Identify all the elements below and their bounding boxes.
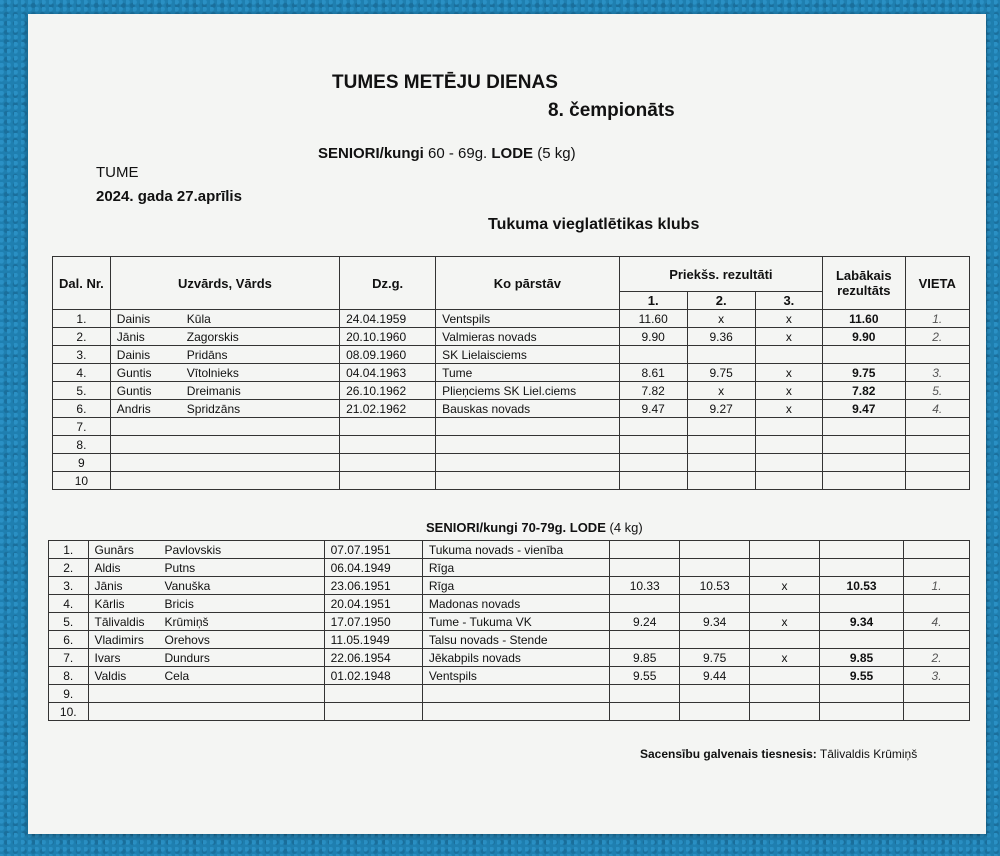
- group1-results-table: [52, 256, 970, 490]
- attempt-3: x: [755, 382, 822, 400]
- athlete-name: [110, 346, 339, 364]
- best-result: [823, 436, 905, 454]
- attempt-1: [619, 436, 687, 454]
- attempt-1: [610, 631, 680, 649]
- row-number: 8.: [53, 436, 111, 454]
- row-number: 10: [53, 472, 111, 490]
- competition-title: TUMES METĒJU DIENAS: [332, 72, 558, 93]
- birth-date: [340, 472, 436, 490]
- attempt-2: 9.44: [680, 667, 750, 685]
- place: 4.: [905, 400, 969, 418]
- athlete-name: [110, 472, 339, 490]
- place: [904, 541, 970, 559]
- best-result: 7.82: [823, 382, 905, 400]
- attempt-1: 7.82: [619, 382, 687, 400]
- row-number: 6.: [49, 631, 89, 649]
- athlete-name: [88, 703, 324, 721]
- attempt-3: [750, 685, 820, 703]
- group2-category: SENIORI/kungi 70-79g. LODE: [426, 520, 606, 535]
- team: [436, 472, 620, 490]
- best-result: [819, 703, 903, 721]
- birth-date: 22.06.1954: [324, 649, 422, 667]
- birth-date: [340, 454, 436, 472]
- best-result: [819, 559, 903, 577]
- table-row: [53, 346, 970, 364]
- last-name: Putns: [164, 560, 196, 575]
- attempt-1: 9.90: [619, 328, 687, 346]
- attempt-3: x: [750, 649, 820, 667]
- judge-label: Sacensību galvenais tiesnesis:: [640, 747, 817, 761]
- row-number: 10.: [49, 703, 89, 721]
- col-name: Uzvārds, Vārds: [110, 257, 339, 310]
- attempt-2: [680, 703, 750, 721]
- attempt-2: [680, 631, 750, 649]
- attempt-1: [610, 685, 680, 703]
- row-number: 5.: [53, 382, 111, 400]
- table-row: [49, 595, 970, 613]
- group2-heading: [426, 520, 643, 535]
- group1-category: SENIORI/kungi: [318, 145, 424, 162]
- place: [905, 472, 969, 490]
- place: 5.: [905, 382, 969, 400]
- attempt-2: [680, 595, 750, 613]
- team: Tukuma novads - vienība: [422, 541, 609, 559]
- attempt-3: x: [755, 400, 822, 418]
- athlete-name: [88, 577, 324, 595]
- best-result: 9.47: [823, 400, 905, 418]
- team: [422, 703, 609, 721]
- last-name: Vanuška: [164, 578, 211, 593]
- best-result: [819, 541, 903, 559]
- birth-date: 17.07.1950: [324, 613, 422, 631]
- best-result: [819, 595, 903, 613]
- first-name: Dainis: [116, 311, 151, 326]
- last-name: Spridzāns: [186, 401, 241, 416]
- attempt-2: [687, 418, 755, 436]
- attempt-2: [680, 559, 750, 577]
- col-dob: Dz.g.: [340, 257, 436, 310]
- attempt-2: 9.75: [687, 364, 755, 382]
- first-name: Andris: [116, 401, 151, 416]
- row-number: 5.: [49, 613, 89, 631]
- col-attempt-2: 2.: [687, 292, 755, 310]
- best-result: [823, 454, 905, 472]
- birth-date: 20.10.1960: [340, 328, 436, 346]
- col-attempt-1: 1.: [619, 292, 687, 310]
- attempt-3: x: [755, 328, 822, 346]
- attempt-1: 9.47: [619, 400, 687, 418]
- attempt-1: 9.55: [610, 667, 680, 685]
- best-result: [819, 685, 903, 703]
- row-number: 3.: [53, 346, 111, 364]
- attempt-2: [687, 436, 755, 454]
- attempt-1: [610, 541, 680, 559]
- organizer-club: Tukuma vieglatlētikas klubs: [488, 216, 700, 233]
- table-row: [49, 685, 970, 703]
- table-row: [49, 703, 970, 721]
- attempt-2: [687, 454, 755, 472]
- first-name: Vladimirs: [94, 632, 144, 647]
- place: [905, 454, 969, 472]
- place: 3.: [904, 667, 970, 685]
- row-number: 8.: [49, 667, 89, 685]
- attempt-2: [680, 541, 750, 559]
- last-name: Zagorskis: [186, 329, 239, 344]
- attempt-2: [680, 685, 750, 703]
- last-name: Pridāns: [186, 347, 228, 362]
- birth-date: [340, 418, 436, 436]
- attempt-2: 9.75: [680, 649, 750, 667]
- athlete-name: [110, 436, 339, 454]
- place: [904, 703, 970, 721]
- attempt-2: x: [687, 310, 755, 328]
- group1-age: 60 - 69g.: [423, 145, 492, 162]
- row-number: 9.: [49, 685, 89, 703]
- attempt-3: x: [750, 613, 820, 631]
- birth-date: 11.05.1949: [324, 631, 422, 649]
- team: Plieņciems SK Liel.ciems: [436, 382, 620, 400]
- birth-date: 20.04.1951: [324, 595, 422, 613]
- best-result: 9.55: [819, 667, 903, 685]
- attempt-1: [619, 454, 687, 472]
- place: [904, 595, 970, 613]
- table-row: [53, 418, 970, 436]
- table-row: [49, 559, 970, 577]
- best-result: [819, 631, 903, 649]
- athlete-name: [110, 382, 339, 400]
- table-row: [53, 364, 970, 382]
- attempt-2: 9.27: [687, 400, 755, 418]
- attempt-1: 8.61: [619, 364, 687, 382]
- attempt-3: x: [755, 364, 822, 382]
- team: [422, 685, 609, 703]
- table-row: [49, 577, 970, 595]
- attempt-3: [750, 703, 820, 721]
- attempt-1: [610, 559, 680, 577]
- place: [904, 685, 970, 703]
- team: [436, 418, 620, 436]
- place: [904, 559, 970, 577]
- best-result: [823, 346, 905, 364]
- event-date: 2024. gada 27.aprīlis: [96, 188, 242, 205]
- team: Tume - Tukuma VK: [422, 613, 609, 631]
- attempt-3: x: [755, 310, 822, 328]
- table-row: [53, 328, 970, 346]
- col-team: Ko pārstāv: [436, 257, 620, 310]
- first-name: Dainis: [116, 347, 151, 362]
- place: 1.: [904, 577, 970, 595]
- row-number: 4.: [53, 364, 111, 382]
- row-number: 4.: [49, 595, 89, 613]
- last-name: Dreimanis: [186, 383, 241, 398]
- athlete-name: [88, 649, 324, 667]
- row-number: 3.: [49, 577, 89, 595]
- last-name: Vītolnieks: [186, 365, 239, 380]
- athlete-name: [88, 667, 324, 685]
- championship-number: 8. čempionāts: [548, 100, 675, 121]
- col-prelim: Priekšs. rezultāti: [619, 257, 822, 292]
- table-row: [53, 400, 970, 418]
- first-name: Valdis: [94, 668, 127, 683]
- best-result: 11.60: [823, 310, 905, 328]
- athlete-name: [88, 631, 324, 649]
- best-result: 9.34: [819, 613, 903, 631]
- attempt-1: [619, 472, 687, 490]
- birth-date: [324, 685, 422, 703]
- attempt-1: [619, 346, 687, 364]
- attempt-1: 9.85: [610, 649, 680, 667]
- attempt-2: [687, 346, 755, 364]
- row-number: 2.: [53, 328, 111, 346]
- athlete-name: [110, 454, 339, 472]
- last-name: Kūla: [186, 311, 211, 326]
- best-result: 9.75: [823, 364, 905, 382]
- birth-date: [324, 703, 422, 721]
- first-name: Jānis: [116, 329, 145, 344]
- row-number: 7.: [53, 418, 111, 436]
- place: 1.: [905, 310, 969, 328]
- col-attempt-3: 3.: [755, 292, 822, 310]
- row-number: 2.: [49, 559, 89, 577]
- attempt-2: 10.53: [680, 577, 750, 595]
- place: [905, 418, 969, 436]
- chief-judge: [640, 747, 917, 761]
- row-number: 9: [53, 454, 111, 472]
- table-row: [53, 436, 970, 454]
- results-sheet: [28, 14, 986, 834]
- table-row: [53, 472, 970, 490]
- group1-heading: [318, 145, 576, 162]
- first-name: Guntis: [116, 365, 152, 380]
- last-name: Orehovs: [164, 632, 210, 647]
- birth-date: 23.06.1951: [324, 577, 422, 595]
- first-name: Aldis: [94, 560, 121, 575]
- table-row: [49, 667, 970, 685]
- birth-date: 26.10.1962: [340, 382, 436, 400]
- row-number: 1.: [49, 541, 89, 559]
- attempt-1: 9.24: [610, 613, 680, 631]
- attempt-3: [755, 472, 822, 490]
- team: Ventspils: [436, 310, 620, 328]
- last-name: Pavlovskis: [164, 542, 222, 557]
- place: 2.: [905, 328, 969, 346]
- place: 4.: [904, 613, 970, 631]
- team: Talsu novads - Stende: [422, 631, 609, 649]
- athlete-name: [110, 328, 339, 346]
- birth-date: 01.02.1948: [324, 667, 422, 685]
- team: Rīga: [422, 577, 609, 595]
- last-name: Dundurs: [164, 650, 210, 665]
- team: Jēkabpils novads: [422, 649, 609, 667]
- athlete-name: [88, 559, 324, 577]
- team: Ventspils: [422, 667, 609, 685]
- group1-event: LODE: [491, 145, 534, 162]
- last-name: Krūmiņš: [164, 614, 209, 629]
- athlete-name: [88, 595, 324, 613]
- judge-name: Tālivaldis Krūmiņš: [816, 747, 918, 761]
- birth-date: 24.04.1959: [340, 310, 436, 328]
- team: [436, 436, 620, 454]
- attempt-1: 11.60: [619, 310, 687, 328]
- attempt-2: 9.36: [687, 328, 755, 346]
- table-row: [53, 310, 970, 328]
- attempt-3: [750, 631, 820, 649]
- location: TUME: [96, 164, 139, 181]
- attempt-3: [755, 346, 822, 364]
- row-number: 6.: [53, 400, 111, 418]
- team: Madonas novads: [422, 595, 609, 613]
- col-best: Labākais rezultāts: [823, 257, 905, 310]
- best-result: [823, 418, 905, 436]
- athlete-name: [110, 418, 339, 436]
- last-name: Bricis: [164, 596, 194, 611]
- attempt-3: [750, 595, 820, 613]
- first-name: Ivars: [94, 650, 121, 665]
- table-row: [53, 382, 970, 400]
- first-name: Gunārs: [94, 542, 134, 557]
- attempt-3: [755, 418, 822, 436]
- table-row: [49, 631, 970, 649]
- attempt-3: [755, 436, 822, 454]
- team: Rīga: [422, 559, 609, 577]
- group2-weight: (4 kg): [605, 520, 643, 535]
- first-name: Tālivaldis: [94, 614, 145, 629]
- team: SK Lielaisciems: [436, 346, 620, 364]
- row-number: 7.: [49, 649, 89, 667]
- athlete-name: [110, 364, 339, 382]
- athlete-name: [110, 400, 339, 418]
- first-name: Guntis: [116, 383, 152, 398]
- team: Bauskas novads: [436, 400, 620, 418]
- attempt-1: [610, 703, 680, 721]
- place: [905, 346, 969, 364]
- group2-results-table: [48, 540, 970, 721]
- table-row: [53, 454, 970, 472]
- first-name: Kārlis: [94, 596, 125, 611]
- attempt-1: [619, 418, 687, 436]
- col-nr: Dal. Nr.: [53, 257, 111, 310]
- place: 3.: [905, 364, 969, 382]
- team: [436, 454, 620, 472]
- attempt-3: [750, 667, 820, 685]
- best-result: [823, 472, 905, 490]
- attempt-2: 9.34: [680, 613, 750, 631]
- attempt-3: [750, 541, 820, 559]
- athlete-name: [110, 310, 339, 328]
- birth-date: 06.04.1949: [324, 559, 422, 577]
- table-row: [49, 541, 970, 559]
- athlete-name: [88, 685, 324, 703]
- birth-date: [340, 436, 436, 454]
- attempt-3: [750, 559, 820, 577]
- best-result: 9.90: [823, 328, 905, 346]
- team: Tume: [436, 364, 620, 382]
- team: Valmieras novads: [436, 328, 620, 346]
- attempt-3: [755, 454, 822, 472]
- first-name: Jānis: [94, 578, 123, 593]
- row-number: 1.: [53, 310, 111, 328]
- table-row: [49, 649, 970, 667]
- last-name: Cela: [164, 668, 190, 683]
- place: [905, 436, 969, 454]
- place: 2.: [904, 649, 970, 667]
- attempt-1: 10.33: [610, 577, 680, 595]
- table-row: [49, 613, 970, 631]
- place: [904, 631, 970, 649]
- birth-date: 04.04.1963: [340, 364, 436, 382]
- col-place: VIETA: [905, 257, 969, 310]
- attempt-2: [687, 472, 755, 490]
- best-result: 10.53: [819, 577, 903, 595]
- best-result: 9.85: [819, 649, 903, 667]
- attempt-1: [610, 595, 680, 613]
- birth-date: 07.07.1951: [324, 541, 422, 559]
- birth-date: 21.02.1962: [340, 400, 436, 418]
- group1-weight: (5 kg): [533, 145, 576, 162]
- birth-date: 08.09.1960: [340, 346, 436, 364]
- athlete-name: [88, 613, 324, 631]
- attempt-2: x: [687, 382, 755, 400]
- attempt-3: x: [750, 577, 820, 595]
- athlete-name: [88, 541, 324, 559]
